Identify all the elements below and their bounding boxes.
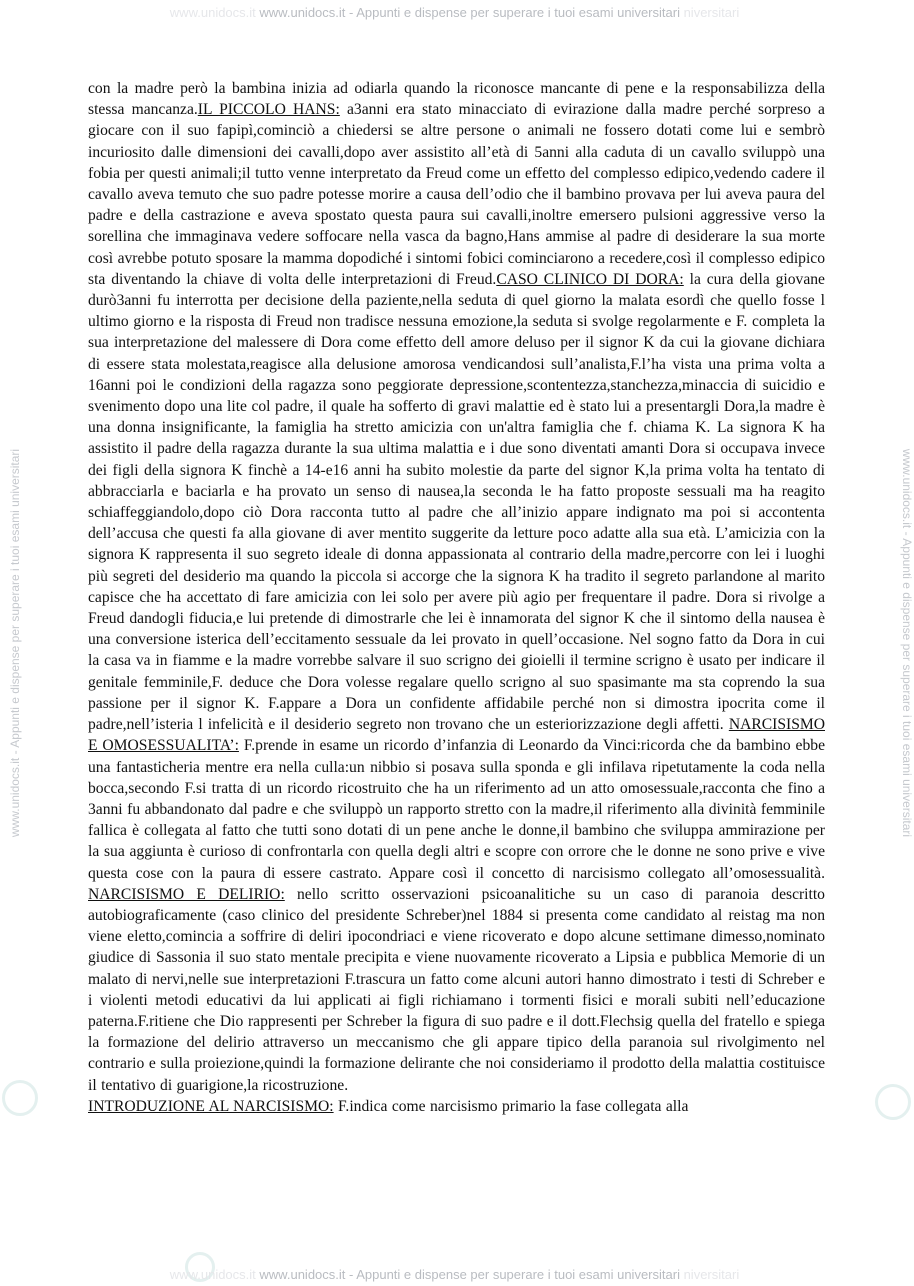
watermark-header [0,2,909,24]
paragraph-text: nello scritto osservazioni psicoanalitiche su un caso di paranoia descritto autobiograficamente (caso clinico del presidente Schreber)nel 1884 si presenta come candidato al reistag ma non viene eletto,comincia a soffrire di deliri ipocondriaci e viene ricoverato e dopo alcune settimane dimesso,nominato giudice di Sassonia il suo stato mentale precipita e viene nuovamente ricoverato a Lipsia e pubblica Memorie di un malato di nervi,nelle sue interpretazioni F.trascura un fatto come alcuni autori hanno dimostrato i testi di Schreber e i violenti metodi educativi da lui applicati ai figli richiamano i tormenti fisici e morali subiti nell’educazione paterna.F.ritiene che Dio rappresenti per Schreber la figura di suo padre e il dott.Flechsig quella del fratello e spiega la formazione del delirio attraverso un meccanismo che gli appare tipico della paranoia sul rivolgimento nel contrario e sulla proiezione,quindi la formazione delirante che noi consideriamo il prodotto della malattia costituisce il tentativo di guarigione,la ricostruzione. [88,885,825,1094]
paragraph-text: la cura della giovane durò3anni fu interrotta per decisione della paziente,nella seduta di quel giorno la malata esordì che quello fosse l ultimo giorno e la risposta di Freud non tradisce nessuna emozione,la seduta si svolge regolarmente e F. completa la sua interpretazione del malessere di Dora come effetto dell amore deluso per il signor K da cui la giovane dichiara di essere stata molestata,reagisce alla delusione amorosa vendicandosi sull’analista,F.l’ha vista una prima volta a 16anni poi le condizioni della ragazza sono peggiorate depressione,scontentezza,stanchezza,minaccia di suicidio e svenimento dopo una lite col padre, il quale ha sofferto di gravi malattie ed è stato lui a presentargli Dora,la madre è una donna insignificante, la famiglia ha stretto amicizia con un'altra famiglia che f. chiama K. La signora K ha assistito il padre della ragazza durante la sua ultima malattia e i due sono diventati amanti Dora si occupava invece dei figli della signora K finchè a 14-e16 anni ha subito molestie da parte del signor K,la prima volta ha tentato di abbracciarla e baciarla e ha provato un senso di nausea,la seconda le ha fatto proposte sessuali ma ha reagito schiaffeggiandolo,dopo ciò Dora racconta tutto al padre che all’inizio appare indignato ma poi si accontenta dell’accusa che questi fa alla giovane di aver mentito suggerite da letture poco adatte alla sua età. L’amicizia con la signora K rappresenta il suo segreto ideale di donna appassionata al contrario della madre,percorre con lei i luoghi più segreti del desiderio ma quando la piccola si accorge che la signora K ha tradito il segreto parlandone al marito capisce che ha accettato di fare amicizia con lei solo per avere più agio per frequentare il padre. Dora si rivolge a Freud dandogli fiducia,e lui pretende di dimostrarle che lei è innamorata del signor K che il sintomo della nausea è una conversione isterica dell’eccitamento sessuale da lei provato in quell’occasione. Nel sogno fatto da Dora in cui la casa va in fiamme e la madre vorrebbe salvare il suo scrigno dei gioielli il termine scrigno è usato per indicare il genitale femminile,F. deduce che Dora volesse regalare quello scrigno al suo spasimante ma sta coprendo la sua passione per il signor K. F.appare a Dora un confidente affidabile perché non si dimostra ipocrita come il padre,nell’isteria l infelicità e il desiderio segreto non trovano che un esteriorizzazione degli affetti. [88,270,825,734]
watermark-ghost-left: www.unidocs.it [169,1267,256,1282]
heading-piccolo-hans: IL PICCOLO HANS: [197,101,340,119]
watermark-logo-icon [2,1080,38,1116]
heading-narcisismo-delirio: NARCISISMO E DELIRIO: [88,885,285,903]
paragraph-text: a3anni era stato minacciato di evirazione dalla madre perché sorpreso a giocare con il suo fapipì,cominciò a chiedersi se altre persone o animali ne fossero dotati come lui e sembrò incuriosito dalle dimensioni dei cavalli,dopo aver assistito all’età di 5anni alla caduta di un cavallo sviluppò una fobia per questi animali;il tutto venne interpretato da Freud come un effetto del complesso edipico,vedendo cadere il cavallo aveva temuto che suo padre potesse morire a causa dell’odio che il bambino provava per lui aveva paura del padre e della castrazione e aveva spostato questa paura sui cavalli,inoltre emersero pulsioni aggressive verso la sorellina che immaginava vedere soffocare nella vasca da bagno,Hans ammise al padre di desiderare la sua morte così avrebbe potuto sposare la mamma dopodiché i sintomi fobici cominciarono a recedere,così il complesso edipico sta diventando la chiave di volta delle interpretazioni di Freud. [88,101,825,288]
watermark-footer-text: www.unidocs.it - Appunti e dispense per superare i tuoi esami universitari [259,1267,680,1282]
paragraph-text: con la madre però la bambina inizia ad odiarla quando la riconosce mancante di pene e la responsabilizza della stessa mancanza. [88,80,825,119]
watermark-header-text: www.unidocs.it - Appunti e dispense per superare i tuoi esami universitari [259,5,680,20]
heading-caso-dora: CASO CLINICO DI DORA: [496,270,684,288]
heading-introduzione-narcisismo: INTRODUZIONE AL NARCISISMO: [88,1097,334,1115]
paragraph-text: F.indica come narcisismo primario la fase collegata alla [333,1097,689,1115]
watermark-footer [0,1264,909,1286]
watermark-right-text: www.unidocs.it - Appunti e dispense per superare i tuoi esami universitari [900,448,914,838]
watermark-logo-icon [875,1084,911,1120]
watermark-ghost-left: www.unidocs.it [169,5,256,20]
paragraph-text: F.prende in esame un ricordo d’infanzia di Leonardo da Vinci:ricorda che da bambino ebbe una fantasticheria mentre era nella culla:un nibbio si posava sulla sponda e gli infilava ripetutamente la coda nella bocca,secondo F.si tratta di un ricordo ricostruito che ha un riferimento ad un atto omosessuale,racconta che fino a 3anni fu abbandonato dal padre e che sviluppò un rapporto stretto con la madre,il riferimento alla divinità femminile fallica è collegata al fatto che tutti sono dotati di un pene anche le donne,il bambino che sviluppa ammirazione per la sua aggiunta è curioso di confrontarla con quella degli altri e scopre con orrore che le donne ne sono prive e vive questa cose con la paura di essere castrato. Appare così il concetto di narcisismo collegato all’omosessualità. [88,737,825,882]
document-body [88,78,825,1117]
heading-narcisismo-omosessualita: NARCISISMO E OMOSESSUALITA’: [88,716,825,755]
watermark-left-text: www.unidocs.it - Appunti e dispense per superare i tuoi esami universitari [8,448,22,838]
watermark-ghost-right: niversitari [683,1267,740,1282]
watermark-ghost-right: niversitari [683,5,740,20]
